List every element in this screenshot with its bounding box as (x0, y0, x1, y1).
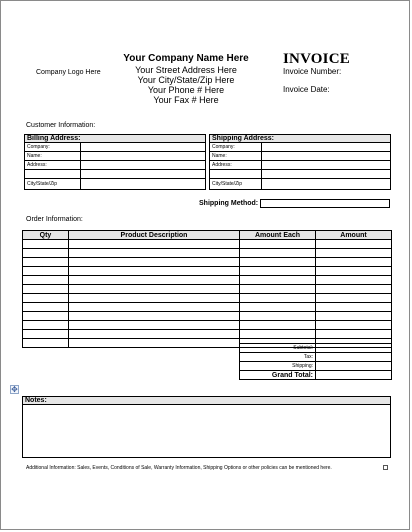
qty-cell[interactable] (23, 339, 69, 348)
amount-cell[interactable] (316, 312, 392, 321)
amount-cell[interactable] (316, 285, 392, 294)
order-row (23, 321, 392, 330)
qty-column-header: Qty (23, 231, 69, 240)
customer-info-label: Customer Information: (26, 122, 96, 129)
subtotal-label: Subtotal: (240, 344, 316, 353)
billing-address-label: Address: (25, 161, 81, 170)
billing-address2-field[interactable] (81, 170, 206, 179)
shipping-company-label: Company: (210, 143, 262, 152)
description-cell[interactable] (69, 321, 240, 330)
order-info-label: Order Information: (26, 216, 83, 223)
street-address: Your Street Address Here (135, 65, 237, 75)
invoice-title: INVOICE (283, 51, 350, 67)
qty-cell[interactable] (23, 321, 69, 330)
notes-box[interactable] (22, 396, 391, 458)
qty-cell[interactable] (23, 312, 69, 321)
shipping-name-field[interactable] (262, 152, 391, 161)
city-state-zip: Your City/State/Zip Here (137, 75, 235, 85)
qty-cell[interactable] (23, 240, 69, 249)
order-row (23, 240, 392, 249)
description-cell[interactable] (69, 240, 240, 249)
phone-number: Your Phone # Here (147, 85, 225, 95)
tax-label: Tax: (240, 353, 316, 362)
grand-total-label: Grand Total: (240, 371, 316, 380)
fax-number: Your Fax # Here (153, 95, 219, 105)
billing-company-label: Company: (25, 143, 81, 152)
amount-cell[interactable] (316, 303, 392, 312)
description-cell[interactable] (69, 267, 240, 276)
order-row (23, 249, 392, 258)
invoice-date-label: Invoice Date: (283, 85, 330, 94)
description-cell[interactable] (69, 303, 240, 312)
qty-cell[interactable] (23, 303, 69, 312)
amount-each-cell[interactable] (240, 330, 316, 339)
qty-cell[interactable] (23, 276, 69, 285)
description-cell[interactable] (69, 249, 240, 258)
order-row (23, 267, 392, 276)
description-cell[interactable] (69, 339, 240, 348)
order-row (23, 330, 392, 339)
move-icon[interactable]: ✥ (11, 385, 18, 394)
shipping-method-field[interactable] (260, 199, 390, 208)
order-table (22, 230, 392, 348)
qty-cell[interactable] (23, 249, 69, 258)
notes-label: Notes: (23, 397, 390, 405)
paragraph-mark-icon (383, 465, 388, 470)
shipping-address2-field[interactable] (262, 170, 391, 179)
shipping-name-label: Name: (210, 152, 262, 161)
qty-cell[interactable] (23, 258, 69, 267)
qty-cell[interactable] (23, 294, 69, 303)
order-row (23, 312, 392, 321)
shipping-address-label: Address: (210, 161, 262, 170)
billing-name-label: Name: (25, 152, 81, 161)
company-logo-placeholder: Company Logo Here (36, 69, 101, 76)
amount-cell[interactable] (316, 249, 392, 258)
order-row (23, 285, 392, 294)
order-row (23, 303, 392, 312)
amount-each-cell[interactable] (240, 294, 316, 303)
description-column-header: Product Description (69, 231, 240, 240)
order-row (23, 294, 392, 303)
billing-address-table (24, 134, 206, 190)
shipping-address-header: Shipping Address: (210, 135, 391, 143)
amount-column-header: Amount (316, 231, 392, 240)
amount-each-cell[interactable] (240, 258, 316, 267)
shipping-address-table (209, 134, 391, 190)
grand-total-field[interactable] (316, 371, 392, 380)
amount-each-cell[interactable] (240, 321, 316, 330)
amount-each-cell[interactable] (240, 303, 316, 312)
shipping-cost-field[interactable] (316, 362, 392, 371)
order-row (23, 276, 392, 285)
subtotal-field[interactable] (316, 344, 392, 353)
billing-address2-label (25, 170, 81, 179)
amount-cell[interactable] (316, 330, 392, 339)
amount-cell[interactable] (316, 321, 392, 330)
amount-each-cell[interactable] (240, 249, 316, 258)
shipping-cost-label: Shipping: (240, 362, 316, 371)
invoice-number-label: Invoice Number: (283, 67, 342, 76)
qty-cell[interactable] (23, 267, 69, 276)
amount-cell[interactable] (316, 267, 392, 276)
amount-each-cell[interactable] (240, 312, 316, 321)
additional-information: Additional Information: Sales, Events, Conditions of Sale, Warranty Information, Shipping Options or other policies can be mentioned here. (26, 465, 332, 471)
amount-each-cell[interactable] (240, 240, 316, 249)
shipping-method-label: Shipping Method: (199, 200, 259, 207)
shipping-city-label: City/State/Zip (210, 179, 262, 190)
shipping-city-field[interactable] (262, 179, 391, 190)
company-name: Your Company Name Here (123, 53, 249, 64)
shipping-address-field[interactable] (262, 161, 391, 170)
amount-cell[interactable] (316, 240, 392, 249)
billing-city-label: City/State/Zip (25, 179, 81, 190)
billing-city-field[interactable] (81, 179, 206, 190)
totals-table (239, 343, 392, 380)
description-cell[interactable] (69, 312, 240, 321)
amount-each-column-header: Amount Each (240, 231, 316, 240)
amount-each-cell[interactable] (240, 285, 316, 294)
description-cell[interactable] (69, 276, 240, 285)
amount-cell[interactable] (316, 294, 392, 303)
shipping-address2-label (210, 170, 262, 179)
amount-each-cell[interactable] (240, 267, 316, 276)
amount-each-cell[interactable] (240, 276, 316, 285)
billing-name-field[interactable] (81, 152, 206, 161)
description-cell[interactable] (69, 285, 240, 294)
billing-address-header: Billing Address: (25, 135, 206, 143)
qty-cell[interactable] (23, 330, 69, 339)
qty-cell[interactable] (23, 285, 69, 294)
shipping-company-field[interactable] (262, 143, 391, 152)
tax-field[interactable] (316, 353, 392, 362)
billing-address-field[interactable] (81, 161, 206, 170)
description-cell[interactable] (69, 330, 240, 339)
billing-company-field[interactable] (81, 143, 206, 152)
description-cell[interactable] (69, 258, 240, 267)
amount-cell[interactable] (316, 258, 392, 267)
amount-cell[interactable] (316, 276, 392, 285)
order-row (23, 258, 392, 267)
description-cell[interactable] (69, 294, 240, 303)
